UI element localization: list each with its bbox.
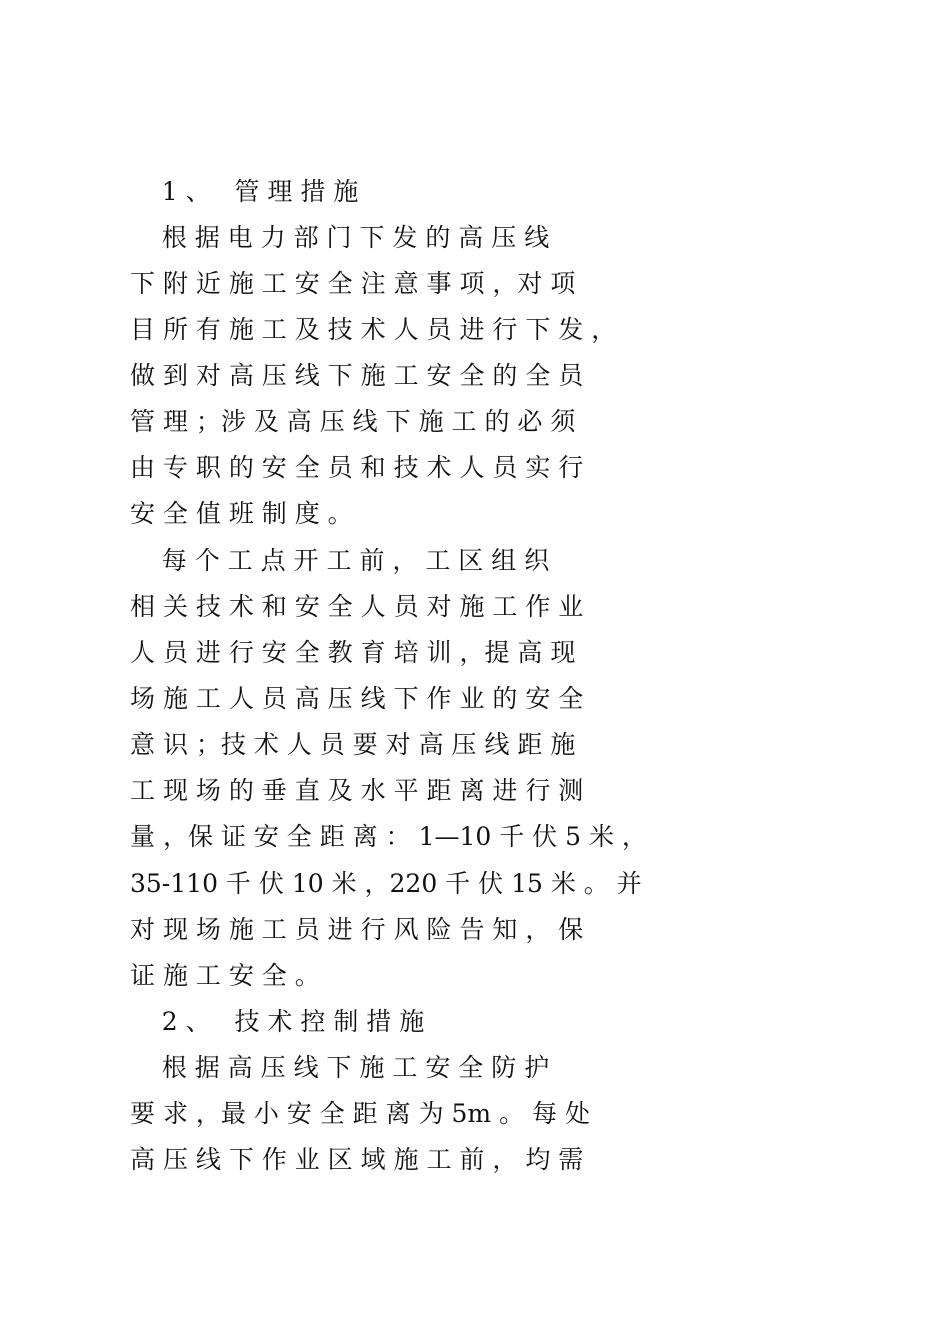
paragraph-line: 相 关 技 术 和 安 全 人 员 对 施 工 作 业 — [130, 592, 584, 621]
paragraph-line: 意 识 ；技 术 人 员 要 对 高 压 线 距 施 — [130, 730, 576, 759]
paragraph-line: 要 求 ，最 小 安 全 距 离 为 5m 。 每 处 — [130, 1099, 590, 1128]
paragraph-line: 每 个 工 点 开 工 前 ， 工 区 组 织 — [130, 546, 550, 575]
paragraph-line: 对 现 场 施 工 员 进 行 风 险 告 知 ， 保 — [130, 915, 584, 944]
heading-management-measures: 1 、 管 理 措 施 — [130, 177, 359, 206]
paragraph-line: 根 据 高 压 线 下 施 工 安 全 防 护 — [130, 1053, 550, 1082]
paragraph-line: 高 压 线 下 作 业 区 域 施 工 前 ， 均 需 — [130, 1145, 584, 1174]
paragraph-line: 目 所 有 施 工 及 技 术 人 员 进 行 下 发 ， — [130, 315, 617, 344]
paragraph-line: 安 全 值 班 制 度 。 — [130, 499, 353, 528]
paragraph-line: 证 施 工 安 全 。 — [130, 961, 320, 990]
paragraph-line: 量 ，保 证 安 全 距 离 ： 1—10 千 伏 5 米 ， — [130, 822, 647, 851]
paragraph-line: 由 专 职 的 安 全 员 和 技 术 人 员 实 行 — [130, 453, 584, 482]
paragraph-line: 场 施 工 人 员 高 压 线 下 作 业 的 安 全 — [130, 684, 584, 713]
paragraph-line: 管 理 ；涉 及 高 压 线 下 施 工 的 必 须 — [130, 407, 576, 436]
paragraph-line: 下 附 近 施 工 安 全 注 意 事 项 ，对 项 — [130, 269, 576, 298]
paragraph-line: 做 到 对 高 压 线 下 施 工 安 全 的 全 员 — [130, 361, 584, 390]
paragraph-line: 35-110 千 伏 10 米 ，220 千 伏 15 米 。 并 — [130, 869, 642, 898]
paragraph-line: 人 员 进 行 安 全 教 育 培 训 ，提 高 现 — [130, 638, 576, 667]
paragraph-line: 工 现 场 的 垂 直 及 水 平 距 离 进 行 测 — [130, 776, 584, 805]
heading-technical-control-measures: 2 、 技 术 控 制 措 施 — [130, 1007, 425, 1036]
paragraph-line: 根 据 电 力 部 门 下 发 的 高 压 线 — [130, 223, 550, 252]
